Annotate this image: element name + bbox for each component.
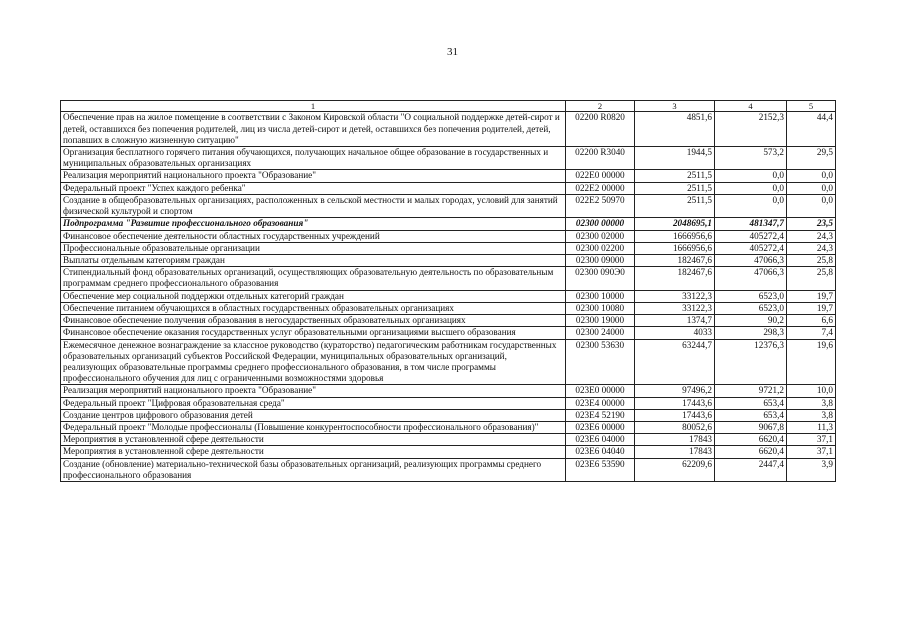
row-name-cell: Реализация мероприятий национального проекта "Образование" — [61, 170, 566, 182]
row-code-cell: 02300 02200 — [566, 242, 635, 254]
row-code-cell: 02300 10000 — [566, 290, 635, 302]
row-code-cell: 02200 R3040 — [566, 147, 635, 170]
row-name-cell: Федеральный проект "Молодые профессионалы (Повышение конкурентоспособности профессионального образования)" — [61, 422, 566, 434]
row-percent-cell: 24,3 — [787, 230, 836, 242]
header-col-5: 5 — [787, 101, 836, 112]
row-plan-cell: 17843 — [635, 446, 715, 458]
row-code-cell: 023Е6 53590 — [566, 458, 635, 481]
row-code-cell: 02300 09000 — [566, 254, 635, 266]
header-col-3: 3 — [635, 101, 715, 112]
row-percent-cell: 19,7 — [787, 290, 836, 302]
row-fact-cell: 2447,4 — [715, 458, 787, 481]
row-plan-cell: 62209,6 — [635, 458, 715, 481]
table-row — [61, 194, 836, 217]
row-percent-cell: 0,0 — [787, 194, 836, 217]
row-percent-cell: 25,8 — [787, 254, 836, 266]
row-code-cell: 02300 02000 — [566, 230, 635, 242]
row-fact-cell: 12376,3 — [715, 339, 787, 385]
row-code-cell: 02300 00000 — [566, 218, 635, 230]
row-fact-cell: 481347,7 — [715, 218, 787, 230]
row-code-cell: 02200 R0820 — [566, 112, 635, 147]
row-fact-cell: 47066,3 — [715, 254, 787, 266]
row-percent-cell: 0,0 — [787, 170, 836, 182]
row-code-cell: 02300 19000 — [566, 315, 635, 327]
row-plan-cell: 4033 — [635, 327, 715, 339]
row-name-cell: Федеральный проект "Успех каждого ребенка" — [61, 182, 566, 194]
row-percent-cell: 6,6 — [787, 315, 836, 327]
row-fact-cell: 405272,4 — [715, 242, 787, 254]
table-row — [61, 434, 836, 446]
row-percent-cell: 44,4 — [787, 112, 836, 147]
table-row — [61, 315, 836, 327]
header-col-1: 1 — [61, 101, 566, 112]
row-fact-cell: 6523,0 — [715, 302, 787, 314]
table-row — [61, 230, 836, 242]
row-name-cell: Подпрограмма "Развитие профессионального образования" — [61, 218, 566, 230]
row-plan-cell: 17843 — [635, 434, 715, 446]
row-percent-cell: 10,0 — [787, 385, 836, 397]
row-percent-cell: 37,1 — [787, 434, 836, 446]
row-name-cell: Реализация мероприятий национального проекта "Образование" — [61, 385, 566, 397]
row-code-cell: 02300 53630 — [566, 339, 635, 385]
row-plan-cell: 2511,5 — [635, 170, 715, 182]
row-percent-cell: 19,6 — [787, 339, 836, 385]
table-row — [61, 242, 836, 254]
row-percent-cell: 37,1 — [787, 446, 836, 458]
row-name-cell: Ежемесячное денежное вознаграждение за классное руководство (кураторство) педагогическим работникам государственных образовательных организаций субъектов Российской Федерации, муниципальных образовательных организаций, реализующих образовательные программы среднего профессионального образования, в том числе программы профессионального обучения для лиц с ограниченными возможностями здоровья — [61, 339, 566, 385]
row-name-cell: Обеспечение прав на жилое помещение в соответствии с Законом Кировской области "О социальной поддержке детей-сирот и детей, оставшихся без попечения родителей, лиц из числа детей-сирот и детей, оставшихся без попечения родителей, детей, попавших в сложную жизненную ситуацию" — [61, 112, 566, 147]
row-fact-cell: 9721,2 — [715, 385, 787, 397]
table-row — [61, 290, 836, 302]
row-plan-cell: 2511,5 — [635, 182, 715, 194]
row-code-cell: 022Е2 00000 — [566, 182, 635, 194]
table-row — [61, 339, 836, 385]
table-row — [61, 112, 836, 147]
row-name-cell: Стипендиальный фонд образовательных организаций, осуществляющих образовательную деятельность по образовательным программам среднего профессионального образования — [61, 267, 566, 290]
table-row — [61, 147, 836, 170]
row-plan-cell: 1374,7 — [635, 315, 715, 327]
row-plan-cell: 17443,6 — [635, 409, 715, 421]
table-row — [61, 327, 836, 339]
row-plan-cell: 80052,6 — [635, 422, 715, 434]
row-code-cell: 023Е4 52190 — [566, 409, 635, 421]
row-fact-cell: 2152,3 — [715, 112, 787, 147]
table-row — [61, 182, 836, 194]
row-plan-cell: 1666956,6 — [635, 242, 715, 254]
row-name-cell: Обеспечение мер социальной поддержки отдельных категорий граждан — [61, 290, 566, 302]
header-col-4: 4 — [715, 101, 787, 112]
row-name-cell: Создание центров цифрового образования детей — [61, 409, 566, 421]
row-fact-cell: 90,2 — [715, 315, 787, 327]
row-name-cell: Финансовое обеспечение оказания государственных услуг образовательными организациями высшего образования — [61, 327, 566, 339]
header-col-2: 2 — [566, 101, 635, 112]
row-plan-cell: 2511,5 — [635, 194, 715, 217]
row-plan-cell: 182467,6 — [635, 254, 715, 266]
row-name-cell: Мероприятия в установленной сфере деятельности — [61, 446, 566, 458]
row-code-cell: 02300 24000 — [566, 327, 635, 339]
row-plan-cell: 63244,7 — [635, 339, 715, 385]
page-number: 31 — [447, 46, 458, 58]
row-code-cell: 023Е6 04000 — [566, 434, 635, 446]
row-fact-cell: 0,0 — [715, 194, 787, 217]
row-plan-cell: 2048695,1 — [635, 218, 715, 230]
row-code-cell: 023Е0 00000 — [566, 385, 635, 397]
table-row — [61, 458, 836, 481]
row-name-cell: Организация бесплатного горячего питания обучающихся, получающих начальное общее образование в государственных и муниципальных образовательных организациях — [61, 147, 566, 170]
table-row — [61, 397, 836, 409]
table-row — [61, 446, 836, 458]
row-percent-cell: 3,8 — [787, 409, 836, 421]
row-plan-cell: 33122,3 — [635, 302, 715, 314]
row-fact-cell: 0,0 — [715, 182, 787, 194]
row-percent-cell: 29,5 — [787, 147, 836, 170]
table-row — [61, 267, 836, 290]
table-row — [61, 302, 836, 314]
budget-table — [60, 100, 836, 482]
row-percent-cell: 25,8 — [787, 267, 836, 290]
row-plan-cell: 1666956,6 — [635, 230, 715, 242]
row-fact-cell: 653,4 — [715, 397, 787, 409]
row-fact-cell: 298,3 — [715, 327, 787, 339]
row-name-cell: Финансовое обеспечение получения образования в негосударственных образовательных организациях — [61, 315, 566, 327]
table-row — [61, 385, 836, 397]
row-fact-cell: 405272,4 — [715, 230, 787, 242]
row-code-cell: 023Е4 00000 — [566, 397, 635, 409]
row-fact-cell: 6620,4 — [715, 446, 787, 458]
row-plan-cell: 182467,6 — [635, 267, 715, 290]
row-percent-cell: 0,0 — [787, 182, 836, 194]
row-fact-cell: 6523,0 — [715, 290, 787, 302]
row-code-cell: 022Е0 00000 — [566, 170, 635, 182]
row-code-cell: 022Е2 50970 — [566, 194, 635, 217]
table-row — [61, 218, 836, 230]
row-code-cell: 02300 090Э0 — [566, 267, 635, 290]
row-plan-cell: 4851,6 — [635, 112, 715, 147]
row-code-cell: 023Е6 04040 — [566, 446, 635, 458]
table-row — [61, 409, 836, 421]
row-plan-cell: 33122,3 — [635, 290, 715, 302]
row-percent-cell: 24,3 — [787, 242, 836, 254]
row-name-cell: Обеспечение питанием обучающихся в областных государственных образовательных организациях — [61, 302, 566, 314]
row-code-cell: 023Е6 00000 — [566, 422, 635, 434]
row-name-cell: Мероприятия в установленной сфере деятельности — [61, 434, 566, 446]
row-name-cell: Выплаты отдельным категориям граждан — [61, 254, 566, 266]
row-plan-cell: 1944,5 — [635, 147, 715, 170]
row-plan-cell: 17443,6 — [635, 397, 715, 409]
row-fact-cell: 9067,8 — [715, 422, 787, 434]
row-fact-cell: 573,2 — [715, 147, 787, 170]
row-percent-cell: 23,5 — [787, 218, 836, 230]
row-fact-cell: 0,0 — [715, 170, 787, 182]
row-name-cell: Профессиональные образовательные организации — [61, 242, 566, 254]
row-percent-cell: 3,9 — [787, 458, 836, 481]
row-name-cell: Финансовое обеспечение деятельности областных государственных учреждений — [61, 230, 566, 242]
row-name-cell: Федеральный проект "Цифровая образовательная среда" — [61, 397, 566, 409]
row-name-cell: Создание (обновление) материально-технической базы образовательных организаций, реализующих программы среднего профессионального образования — [61, 458, 566, 481]
row-percent-cell: 11,3 — [787, 422, 836, 434]
table-row — [61, 422, 836, 434]
table-header-row — [61, 101, 836, 112]
table-row — [61, 170, 836, 182]
row-percent-cell: 19,7 — [787, 302, 836, 314]
row-name-cell: Создание в общеобразовательных организациях, расположенных в сельской местности и малых городах, условий для занятий физической культурой и спортом — [61, 194, 566, 217]
row-fact-cell: 47066,3 — [715, 267, 787, 290]
row-plan-cell: 97496,2 — [635, 385, 715, 397]
row-fact-cell: 6620,4 — [715, 434, 787, 446]
row-percent-cell: 7,4 — [787, 327, 836, 339]
row-fact-cell: 653,4 — [715, 409, 787, 421]
table-row — [61, 254, 836, 266]
row-code-cell: 02300 10080 — [566, 302, 635, 314]
row-percent-cell: 3,8 — [787, 397, 836, 409]
